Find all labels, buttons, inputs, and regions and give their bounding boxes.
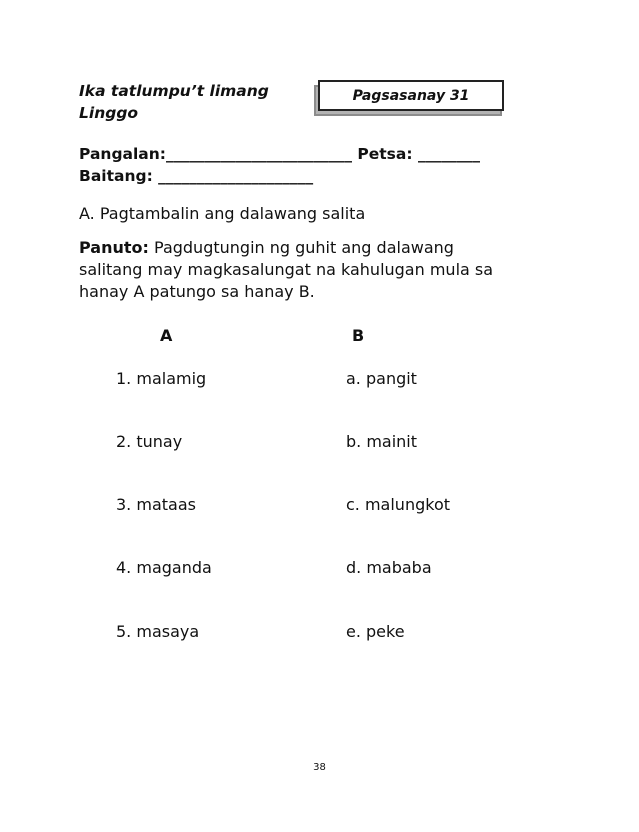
directions-label: Panuto: [79, 238, 149, 257]
column-a-item: 1. malamig [116, 369, 207, 388]
section-heading [79, 203, 365, 225]
column-a-header: A [160, 326, 173, 345]
page-number: 38 [313, 762, 326, 773]
directions-text: Pagdugtungin ng guhit ang dalawang salitang may magkasalungat na kahulugan mula sa hanay A patungo sa hanay B. [79, 238, 494, 301]
column-b-item: b. mainit [346, 432, 418, 451]
column-b-header: B [352, 326, 365, 345]
column-b-item: a. pangit [346, 369, 417, 388]
column-a-item: 5. masaya [116, 622, 200, 641]
column-b-item: c. malungkot [346, 495, 450, 514]
column-b-item: d. mababa [346, 558, 432, 577]
column-a-item: 4. maganda [116, 558, 212, 577]
column-b-item: e. peke [346, 622, 405, 641]
name-date-line: Pangalan:________________________ Petsa: ________ [79, 145, 480, 163]
grade-line: Baitang: ____________________ [79, 167, 314, 185]
section-title: Pagtambalin ang dalawang salita [99, 204, 366, 223]
exercise-badge: Pagsasanay 31 [318, 80, 504, 111]
column-a-item: 2. tunay [116, 432, 183, 451]
week-label: Ika tatlumpu’t limang Linggo [79, 82, 269, 122]
section-letter: A. [79, 204, 95, 223]
column-a-item: 3. mataas [116, 495, 196, 514]
directions [79, 237, 499, 303]
